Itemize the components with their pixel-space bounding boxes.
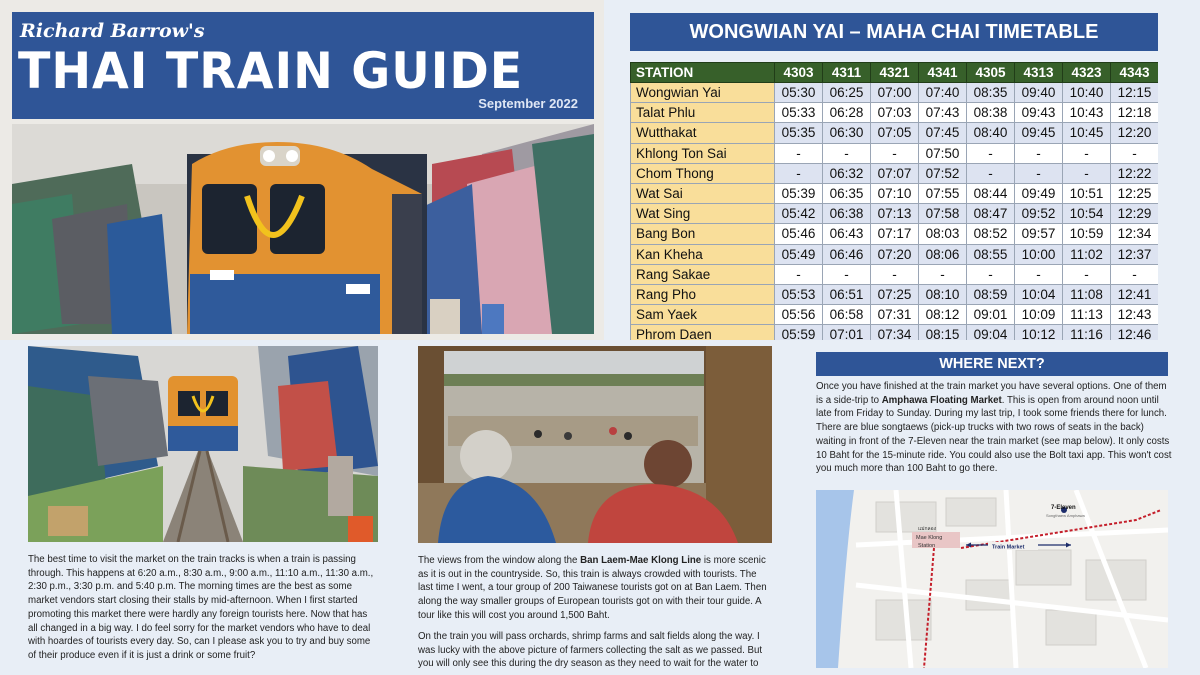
departure-time-cell: 07:58 <box>919 204 967 224</box>
departure-time-cell: 07:45 <box>919 123 967 143</box>
departure-time-cell: 11:16 <box>1063 325 1111 340</box>
departure-time-cell: 09:40 <box>1015 83 1063 103</box>
departure-time-cell: 07:05 <box>871 123 919 143</box>
column-header-train: 4341 <box>919 63 967 83</box>
station-name-cell: Bang Bon <box>631 224 775 244</box>
departure-time-cell: 07:13 <box>871 204 919 224</box>
departure-time-cell: 07:50 <box>919 143 967 163</box>
station-name-cell: Wat Sing <box>631 204 775 224</box>
where-next-panel <box>800 340 1200 675</box>
departure-time-cell: 06:38 <box>823 204 871 224</box>
departure-time-cell: 08:52 <box>967 224 1015 244</box>
departure-time-cell: 07:25 <box>871 284 919 304</box>
map-label-station-2: Station <box>918 543 936 549</box>
departure-time-cell: 08:12 <box>919 305 967 325</box>
departure-time-cell: 12:37 <box>1111 244 1159 264</box>
map-label-station: Mae Klong <box>916 535 943 541</box>
departure-time-cell: 12:29 <box>1111 204 1159 224</box>
departure-time-cell: 09:52 <box>1015 204 1063 224</box>
cover-train-photo <box>12 124 594 334</box>
timetable-row <box>631 83 1159 103</box>
departure-time-cell: 06:51 <box>823 284 871 304</box>
timetable-scroll-area[interactable] <box>630 62 1158 340</box>
issue-date: September 2022 <box>478 96 578 111</box>
line-name-highlight: Ban Laem-Mae Klong Line <box>580 555 702 566</box>
departure-time-cell: 07:03 <box>871 103 919 123</box>
departure-time-cell: 05:42 <box>775 204 823 224</box>
departure-time-cell: 09:45 <box>1015 123 1063 143</box>
amphawa-highlight: Amphawa Floating Market <box>881 394 1002 406</box>
where-next-text-end: . This is open from around noon until late from Friday to Sunday. During my last trip, I took some friends there for lunch. There are blue songtaews (pick-up trucks with two rows of seats in the back) waiting in front of the 7-Eleven near the train market (see map below). It only costs 10 Baht for the 15-minute ride. You could also use the Bolt taxi app. This won't cost you much more than 100 Baht to go there. <box>816 394 1172 475</box>
station-name-cell: Chom Thong <box>631 163 775 183</box>
departure-time-cell: - <box>1111 143 1159 163</box>
departure-time-cell: 10:54 <box>1063 204 1111 224</box>
departure-time-cell: 08:15 <box>919 325 967 340</box>
departure-time-cell: 10:43 <box>1063 103 1111 123</box>
column-header-train: 4305 <box>967 63 1015 83</box>
timetable-row <box>631 325 1159 340</box>
timetable-row <box>631 183 1159 203</box>
timetable-row <box>631 204 1159 224</box>
where-next-paragraph <box>816 380 1172 476</box>
timetable-title: WONGWIAN YAI – MAHA CHAI TIMETABLE <box>630 13 1158 51</box>
departure-time-cell: 07:01 <box>823 325 871 340</box>
departure-time-cell: 08:55 <box>967 244 1015 264</box>
timetable-row <box>631 103 1159 123</box>
column-header-train: 4321 <box>871 63 919 83</box>
departure-time-cell: 10:51 <box>1063 183 1111 203</box>
station-name-cell: Wat Sai <box>631 183 775 203</box>
departure-time-cell: 07:40 <box>919 83 967 103</box>
departure-time-cell: 05:39 <box>775 183 823 203</box>
market-panel <box>0 340 400 675</box>
departure-time-cell: 08:35 <box>967 83 1015 103</box>
departure-time-cell: 08:59 <box>967 284 1015 304</box>
departure-time-cell: 10:00 <box>1015 244 1063 264</box>
departure-time-cell: 12:18 <box>1111 103 1159 123</box>
station-name-cell: Wongwian Yai <box>631 83 775 103</box>
departure-time-cell: 08:47 <box>967 204 1015 224</box>
departure-time-cell: 12:46 <box>1111 325 1159 340</box>
departure-time-cell: 07:07 <box>871 163 919 183</box>
masthead <box>12 12 594 119</box>
views-text-end: is more scenic as it is out in the countryside. So, this train is always crowded with tourists. The last time I went, a tour group of 200 Taiwanese tourists got on at Ban Laem. Then along the way smaller groups of European tourists got on with their tour guide. A tour like this will cost you around 1,500 Baht. <box>418 555 767 621</box>
departure-time-cell: 06:25 <box>823 83 871 103</box>
departure-time-cell: - <box>871 264 919 284</box>
timetable-row <box>631 264 1159 284</box>
column-header-train: 4323 <box>1063 63 1111 83</box>
timetable-row <box>631 244 1159 264</box>
departure-time-cell: 06:46 <box>823 244 871 264</box>
departure-time-cell: 05:35 <box>775 123 823 143</box>
departure-time-cell: - <box>967 264 1015 284</box>
departure-time-cell: 09:57 <box>1015 224 1063 244</box>
timetable-row <box>631 163 1159 183</box>
departure-time-cell: 10:04 <box>1015 284 1063 304</box>
departure-time-cell: 12:34 <box>1111 224 1159 244</box>
departure-time-cell: - <box>775 163 823 183</box>
departure-time-cell: - <box>1063 264 1111 284</box>
departure-time-cell: - <box>919 264 967 284</box>
departure-time-cell: 05:30 <box>775 83 823 103</box>
departure-time-cell: 12:41 <box>1111 284 1159 304</box>
map-label-7eleven: 7-Eleven <box>1051 505 1076 511</box>
departure-time-cell: 07:34 <box>871 325 919 340</box>
departure-time-cell: 10:09 <box>1015 305 1063 325</box>
cover-panel <box>0 0 604 340</box>
departure-time-cell: 06:35 <box>823 183 871 203</box>
timetable-row <box>631 123 1159 143</box>
departure-time-cell: - <box>967 143 1015 163</box>
station-name-cell: Phrom Daen <box>631 325 775 340</box>
departure-time-cell: - <box>871 143 919 163</box>
timetable-row <box>631 305 1159 325</box>
departure-time-cell: 07:31 <box>871 305 919 325</box>
departure-time-cell: 10:40 <box>1063 83 1111 103</box>
departure-time-cell: - <box>775 264 823 284</box>
timetable-row <box>631 143 1159 163</box>
departure-time-cell: 06:43 <box>823 224 871 244</box>
station-name-cell: Rang Pho <box>631 284 775 304</box>
views-panel <box>400 340 800 675</box>
departure-time-cell: 07:20 <box>871 244 919 264</box>
departure-time-cell: 11:02 <box>1063 244 1111 264</box>
departure-time-cell: 12:22 <box>1111 163 1159 183</box>
departure-time-cell: 05:49 <box>775 244 823 264</box>
departure-time-cell: 09:01 <box>967 305 1015 325</box>
station-name-cell: Rang Sakae <box>631 264 775 284</box>
timetable-table <box>630 62 1158 340</box>
departure-time-cell: 07:00 <box>871 83 919 103</box>
departure-time-cell: - <box>1015 163 1063 183</box>
column-header-train: 4343 <box>1111 63 1159 83</box>
departure-time-cell: 12:15 <box>1111 83 1159 103</box>
departure-time-cell: 05:59 <box>775 325 823 340</box>
author-name: Richard Barrow's <box>20 20 205 42</box>
station-name-cell: Sam Yaek <box>631 305 775 325</box>
departure-time-cell: - <box>1063 163 1111 183</box>
departure-time-cell: - <box>823 264 871 284</box>
timetable-row <box>631 224 1159 244</box>
departure-time-cell: - <box>1063 143 1111 163</box>
departure-time-cell: - <box>1015 264 1063 284</box>
departure-time-cell: 05:56 <box>775 305 823 325</box>
area-map <box>816 490 1168 668</box>
column-header-train: 4303 <box>775 63 823 83</box>
departure-time-cell: 10:45 <box>1063 123 1111 143</box>
where-next-title: WHERE NEXT? <box>816 352 1168 376</box>
map-label-station-thai: แม่กลอง <box>918 526 937 532</box>
departure-time-cell: 12:25 <box>1111 183 1159 203</box>
departure-time-cell: 08:44 <box>967 183 1015 203</box>
map-label-songthaew: Songthaew Amphawa <box>1046 513 1085 518</box>
station-name-cell: Wutthakat <box>631 123 775 143</box>
departure-time-cell: 08:10 <box>919 284 967 304</box>
departure-time-cell: 09:43 <box>1015 103 1063 123</box>
departure-time-cell: 06:32 <box>823 163 871 183</box>
departure-time-cell: 10:12 <box>1015 325 1063 340</box>
departure-time-cell: 05:33 <box>775 103 823 123</box>
where-next-text-start: Once you have finished at the train market you have several options. One of them is a side-trip to <box>816 381 1167 406</box>
views-paragraph-2: On the train you will pass orchards, shrimp farms and salt fields along the way. I was lucky with the above picture of farmers collecting the salt as we passed. But you will only see this during the dry season as they need to wait for the water to <box>418 631 763 670</box>
timetable-panel <box>604 0 1200 340</box>
market-paragraph: The best time to visit the market on the train tracks is when a train is passing through. This happens at 6:20 a.m., 8:30 a.m., 9:00 a.m., 11:10 a.m., 11:30 a.m., 2:30 p.m., 3:30 p.m. and 5:40 p.m. The morning times are the best as some market vendors start closing their stalls by mid-afternoon. When I first started promoting this market there were hardly any foreign tourists here. Now that has all changed in a big way. I do feel sorry for the market vendors who have to deal with hoardes of tourists every day. So, can I please ask you to try and buy some of their produce even if it is just a drink or some fruit? <box>28 554 374 661</box>
departure-time-cell: - <box>823 143 871 163</box>
departure-time-cell: 07:10 <box>871 183 919 203</box>
departure-time-cell: 06:28 <box>823 103 871 123</box>
departure-time-cell: 05:46 <box>775 224 823 244</box>
departure-time-cell: - <box>967 163 1015 183</box>
departure-time-cell: - <box>775 143 823 163</box>
departure-time-cell: 08:38 <box>967 103 1015 123</box>
departure-time-cell: 08:03 <box>919 224 967 244</box>
train-window-photo <box>418 346 772 543</box>
column-header-station: STATION <box>631 63 775 83</box>
column-header-train: 4313 <box>1015 63 1063 83</box>
views-paragraph-1 <box>418 554 772 623</box>
timetable-header-row <box>631 63 1159 83</box>
station-name-cell: Talat Phlu <box>631 103 775 123</box>
station-name-cell: Khlong Ton Sai <box>631 143 775 163</box>
departure-time-cell: 07:55 <box>919 183 967 203</box>
departure-time-cell: 06:30 <box>823 123 871 143</box>
departure-time-cell: 08:40 <box>967 123 1015 143</box>
departure-time-cell: 10:59 <box>1063 224 1111 244</box>
views-text-start: The views from the window along the <box>418 555 581 566</box>
map-label-train-market: Train Market <box>992 544 1025 551</box>
departure-time-cell: 05:53 <box>775 284 823 304</box>
departure-time-cell: 11:08 <box>1063 284 1111 304</box>
departure-time-cell: 08:06 <box>919 244 967 264</box>
market-tracks-photo <box>28 346 378 542</box>
departure-time-cell: 09:04 <box>967 325 1015 340</box>
departure-time-cell: - <box>1015 143 1063 163</box>
departure-time-cell: 06:58 <box>823 305 871 325</box>
station-name-cell: Kan Kheha <box>631 244 775 264</box>
departure-time-cell: 07:43 <box>919 103 967 123</box>
departure-time-cell: 11:13 <box>1063 305 1111 325</box>
departure-time-cell: 12:20 <box>1111 123 1159 143</box>
guide-title: THAI TRAIN GUIDE <box>18 42 524 100</box>
departure-time-cell: 09:49 <box>1015 183 1063 203</box>
departure-time-cell: 12:43 <box>1111 305 1159 325</box>
departure-time-cell: 07:52 <box>919 163 967 183</box>
timetable-row <box>631 284 1159 304</box>
departure-time-cell: 07:17 <box>871 224 919 244</box>
column-header-train: 4311 <box>823 63 871 83</box>
departure-time-cell: - <box>1111 264 1159 284</box>
